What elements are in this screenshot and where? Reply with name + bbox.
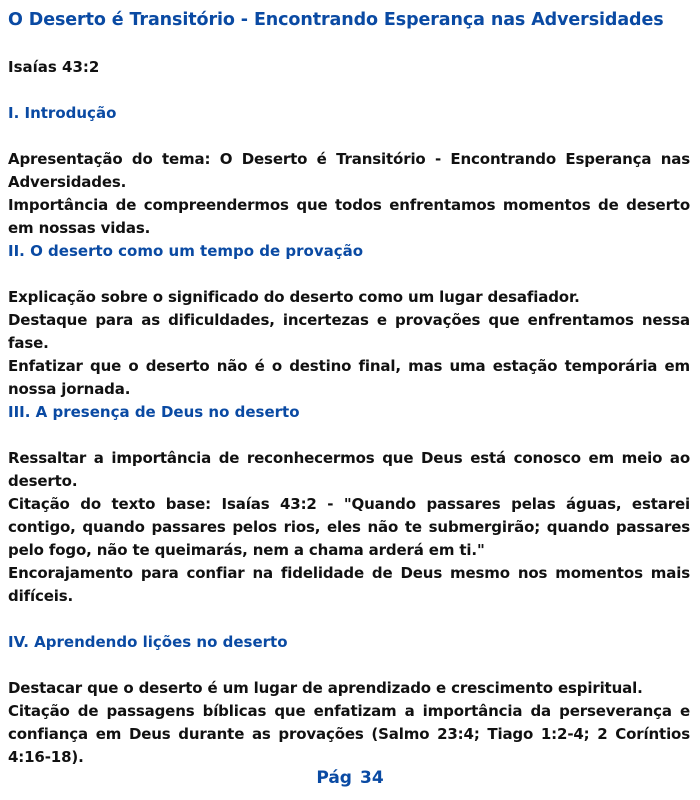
spacer	[8, 79, 690, 102]
section-paragraph: Destaque para as dificuldades, incertezas e provações que enfrentamos nessa fase.	[8, 311, 690, 352]
document-title: O Deserto é Transitório - Encontrando Esperança nas Adversidades	[8, 10, 664, 30]
section-paragraph: Destacar que o deserto é um lugar de aprendizado e crescimento espiritual.	[8, 679, 643, 697]
scripture-reference: Isaías 43:2	[8, 58, 100, 76]
section-trial	[8, 240, 690, 401]
section-paragraph: Apresentação do tema: O Deserto é Transitório - Encontrando Esperança nas Adversidades.	[8, 150, 690, 191]
page-label: Pág	[316, 768, 352, 788]
section-paragraph: Importância de compreendermos que todos enfrentamos momentos de deserto em nossas vidas.	[8, 196, 690, 237]
section-paragraph: Encorajamento para confiar na fidelidade de Deus mesmo nos momentos mais difíceis.	[8, 564, 690, 605]
spacer	[8, 424, 690, 447]
section-heading: IV. Aprendendo lições no deserto	[8, 633, 288, 651]
spacer	[8, 608, 690, 631]
section-presence	[8, 401, 690, 631]
section-lessons	[8, 631, 690, 769]
spacer	[8, 125, 690, 148]
spacer	[8, 654, 690, 677]
document-page	[8, 8, 690, 769]
section-paragraph: Ressaltar a importância de reconhecermos que Deus está conosco em meio ao deserto.	[8, 449, 690, 490]
page-footer	[0, 766, 700, 790]
section-paragraph: Enfatizar que o deserto não é o destino final, mas uma estação temporária em nossa jornada.	[8, 357, 690, 398]
section-paragraph: Explicação sobre o significado do deserto como um lugar desafiador.	[8, 288, 580, 306]
section-paragraph: Citação de passagens bíblicas que enfatizam a importância da perseverança e confiança em Deus durante as provações (Salmo 23:4; Tiago 1:2-4; 2 Coríntios 4:16-18).	[8, 702, 690, 766]
section-heading: III. A presença de Deus no deserto	[8, 403, 300, 421]
section-heading: II. O deserto como um tempo de provação	[8, 242, 364, 260]
section-heading: I. Introdução	[8, 104, 117, 122]
section-introduction	[8, 102, 690, 240]
page-number: 34	[359, 768, 384, 788]
section-paragraph: Citação do texto base: Isaías 43:2 - "Quando passares pelas águas, estarei contigo, quando passares pelos rios, eles não te submergirão; quando passares pelo fogo, não te queimarás, nem a chama arderá em ti."	[8, 495, 690, 559]
spacer	[8, 263, 690, 286]
